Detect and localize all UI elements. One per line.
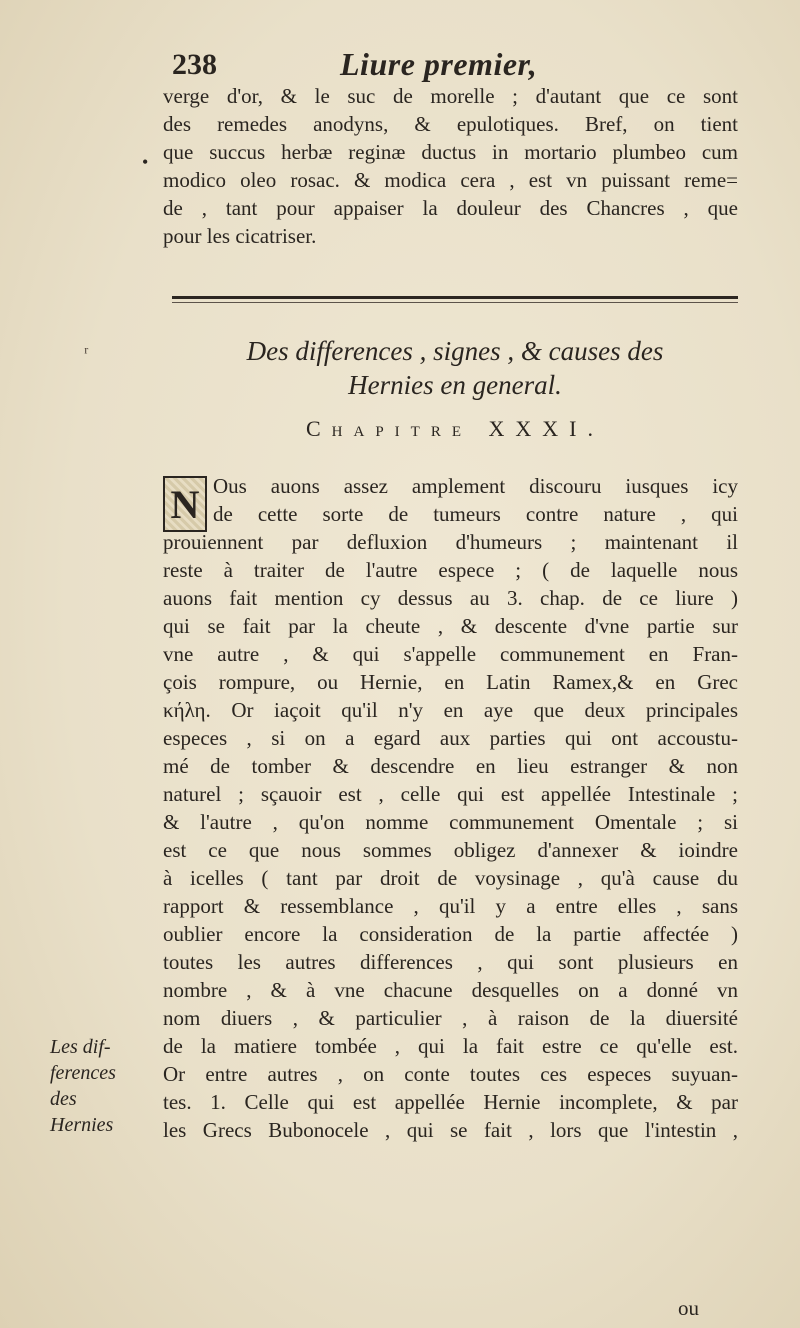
catchword: ou xyxy=(678,1296,699,1320)
section-rule-thin xyxy=(172,302,738,303)
text-line: de cette sorte de tumeurs contre nature , qui xyxy=(213,502,738,526)
text-line: naturel ; sçauoir est , celle qui est appellée Intestinale ; xyxy=(163,782,738,806)
heading-line-1: Des differences , signes , & causes des xyxy=(246,336,664,366)
text-line: modico oleo rosac. & modica cera , est vn puissant reme= xyxy=(163,168,738,192)
margin-note-line: ferences xyxy=(50,1062,116,1084)
text-line: auons fait mention cy dessus au 3. chap. de ce liure ) xyxy=(163,586,738,610)
paragraph-top xyxy=(163,82,738,250)
text-line: especes , si on a egard aux parties qui ont accoustu- xyxy=(163,726,738,750)
text-line: toutes les autres differences , qui sont plusieurs en xyxy=(163,950,738,974)
paragraph-main xyxy=(163,472,738,1144)
text-line: & l'autre , qu'on nomme communement Omentale ; si xyxy=(163,810,738,834)
text-line: mé de tomber & descendre en lieu estranger & non xyxy=(163,754,738,778)
text-line: des remedes anodyns, & epulotiques. Bref, on tient xyxy=(163,112,738,136)
text-line: vne autre , & qui s'appelle communement en Fran- xyxy=(163,642,738,666)
text-line: κήλη. Or iaçoit qu'il n'y en aye que deux principales xyxy=(163,698,738,722)
text-line: prouiennent par defluxion d'humeurs ; maintenant il xyxy=(163,530,738,554)
page-number: 238 xyxy=(172,48,217,81)
text-line: de , tant pour appaiser la douleur des Chancres , que xyxy=(163,196,738,220)
text-line: est ce que nous sommes obligez d'annexer & ioindre xyxy=(163,838,738,862)
margin-mark: ʳ xyxy=(84,342,89,364)
text-line: Ous auons assez amplement discouru iusques icy xyxy=(213,474,738,498)
text-line: nombre , & à vne chacune desquelles on a donné vn xyxy=(163,978,738,1002)
section-rule xyxy=(172,296,738,299)
text-line: nom diuers , & particulier , à raison de la diuersité xyxy=(163,1006,738,1030)
text-line: verge d'or, & le suc de morelle ; d'autant que ce sont xyxy=(163,84,738,108)
text-line: çois rompure, ou Hernie, en Latin Ramex,& en Grec xyxy=(163,670,738,694)
margin-note xyxy=(50,1034,150,1138)
text-line: qui se fait par la cheute , & descente d'vne partie sur xyxy=(163,614,738,638)
text-line: reste à traiter de l'autre espece ; ( de laquelle nous xyxy=(163,558,738,582)
text-line: pour les cicatriser. xyxy=(163,224,317,248)
running-title: Liure premier, xyxy=(340,46,538,82)
section-heading xyxy=(172,334,738,402)
text-line: rapport & ressemblance , qu'il y a entre elles , sans xyxy=(163,894,738,918)
text-line: Or entre autres , on conte toutes ces especes suyuan- xyxy=(163,1062,738,1086)
dropcap-ornament: N xyxy=(163,476,207,532)
margin-note-line: Hernies xyxy=(50,1114,114,1136)
margin-dot: • xyxy=(142,152,149,172)
text-line: de la matiere tombée , qui la fait estre ce qu'elle est. xyxy=(163,1034,738,1058)
margin-note-line: des xyxy=(50,1088,77,1110)
text-line: à icelles ( tant par droit de voysinage , qu'à cause du xyxy=(163,866,738,890)
text-line: les Grecs Bubonocele , qui se fait , lors que l'intestin , xyxy=(163,1118,738,1142)
chapter-title: Chapitre XXXI. xyxy=(306,416,604,441)
text-line: que succus herbæ reginæ ductus in mortario plumbeo cum xyxy=(163,140,738,164)
heading-line-2: Hernies en general. xyxy=(348,370,562,400)
margin-note-line: Les dif- xyxy=(50,1036,111,1058)
text-line: tes. 1. Celle qui est appellée Hernie incomplete, & par xyxy=(163,1090,738,1114)
text-line: oublier encore la consideration de la partie affectée ) xyxy=(163,922,738,946)
